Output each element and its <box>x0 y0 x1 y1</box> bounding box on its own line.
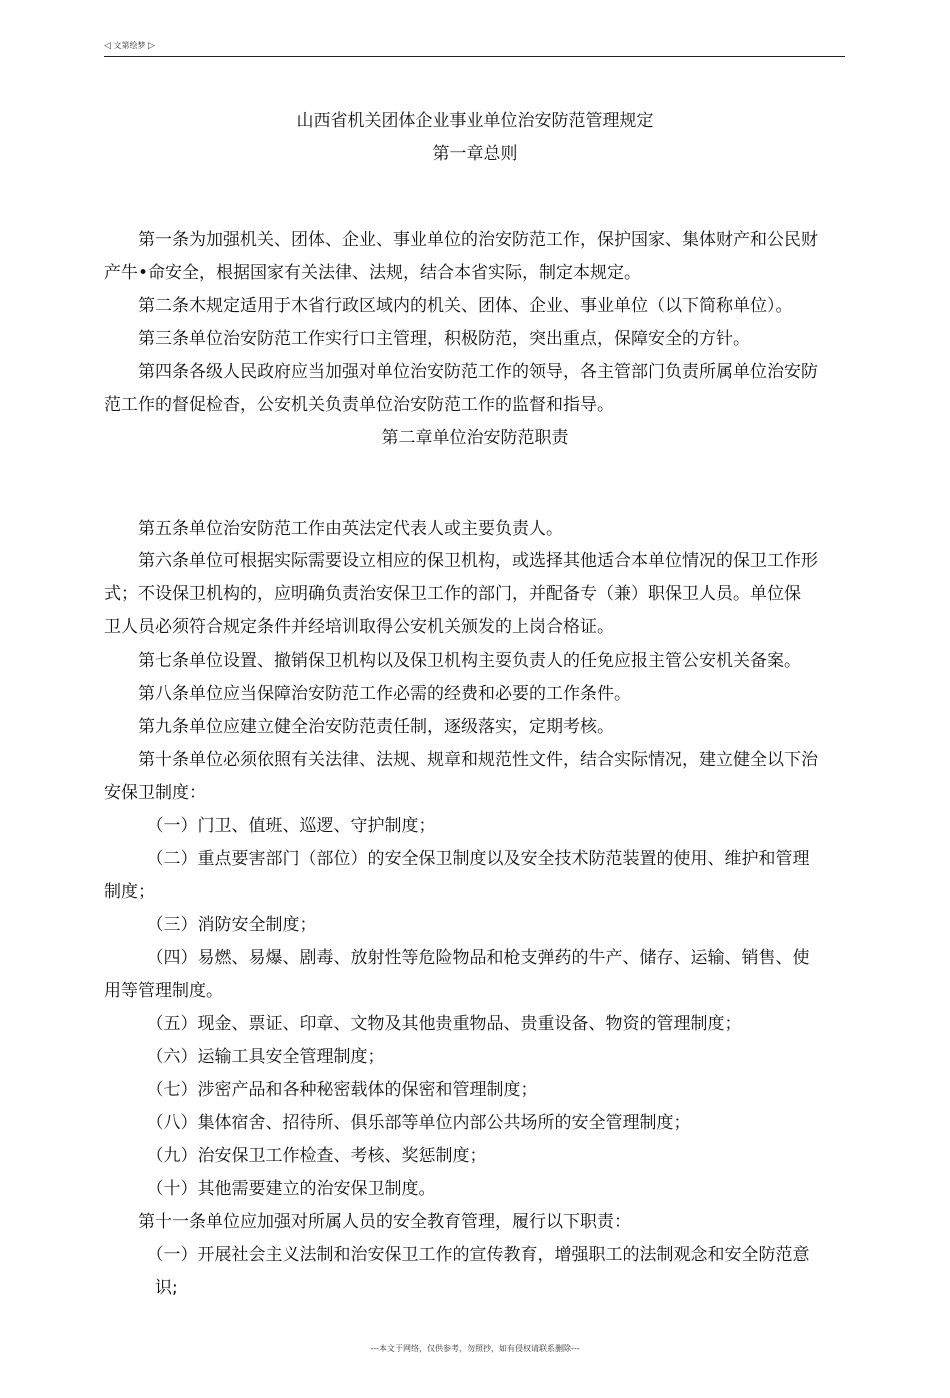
paragraph-line: 卫人员必须符合规定条件并经培训取得公安机关颁发的上岗合格证。 <box>104 617 614 637</box>
article-paragraph <box>104 810 845 843</box>
article-paragraph <box>104 224 845 290</box>
article-paragraph <box>104 1008 845 1041</box>
article-paragraph <box>104 1041 845 1074</box>
article-paragraph <box>104 1074 845 1107</box>
paragraph-line: 制度； <box>104 882 155 902</box>
paragraph-line: 第一条为加强机关、团体、企业、事业单位的治安防范工作，保护国家、集体财产和公民财 <box>104 230 818 250</box>
chapter-1-heading: 第一章总则 <box>432 144 518 164</box>
document-title: 山西省机关团体企业事业单位治安防范管理规定 <box>296 111 654 131</box>
paragraph-line: （十）其他需要建立的治安保卫制度。 <box>104 1179 436 1199</box>
paragraph-line: （九）治安保卫工作检查、考核、奖惩制度； <box>104 1146 487 1166</box>
paragraph-line: 产牛•命安全，根据国家有关法律、法规，结合本省实际，制定本规定。 <box>104 263 642 283</box>
paragraph-line: 式；不设保卫机构的，应明确负责治安保卫工作的部门，并配备专（兼）职保卫人员。单位保 <box>104 584 801 604</box>
article-paragraph <box>104 513 845 546</box>
article-paragraph <box>104 1206 845 1239</box>
article-paragraph <box>104 545 845 644</box>
article-paragraph <box>104 942 845 1008</box>
paragraph-line: 第六条单位可根据实际需要设立相应的保卫机构，或选择其他适合本单位情况的保卫工作形 <box>104 551 818 571</box>
article-paragraph <box>104 678 845 711</box>
paragraph-line: （三）消防安全制度； <box>104 915 317 935</box>
paragraph-line: （六）运输工具安全管理制度； <box>104 1047 385 1067</box>
paragraph-line: （七）涉密产品和各种秘密载体的保密和管理制度； <box>104 1080 538 1100</box>
right-triangle-icon: ▷ <box>148 41 155 51</box>
paragraph-line: 第八条单位应当保障治安防范工作必需的经费和必要的工作条件。 <box>104 684 631 704</box>
header-text: 文第绘梦 <box>113 41 146 50</box>
paragraph-line: 识; <box>104 1278 178 1298</box>
article-paragraph <box>104 290 845 323</box>
page-footer: ---本文于网络，仅供参考，勿照抄，如有侵权请联系删除--- <box>370 1344 580 1353</box>
article-paragraph <box>104 744 845 810</box>
paragraph-line: （五）现金、票证、印章、文物及其他贵重物品、贵重设备、物资的管理制度； <box>104 1014 742 1034</box>
article-paragraph <box>104 1140 845 1173</box>
article-paragraph <box>104 843 845 909</box>
paragraph-line: 第七条单位设置、撤销保卫机构以及保卫机构主耍负责人的任免应报主管公安机关备案。 <box>104 651 801 671</box>
article-paragraph <box>104 711 845 744</box>
paragraph-line: 用等管理制度。 <box>104 981 223 1001</box>
chapter-2-heading: 第二章单位治安防范职责 <box>381 428 569 448</box>
paragraph-line: （一）门卫、值班、巡逻、守护制度； <box>104 816 436 836</box>
paragraph-line: 第九条单位应建立健全治安防范责任制，逐级落实，定期考核。 <box>104 717 614 737</box>
left-triangle-icon: ◁ <box>104 41 111 51</box>
paragraph-line: 第五条单位治安防范工作由英法定代表人或主要负责人。 <box>104 519 563 539</box>
article-paragraph <box>104 356 845 422</box>
article-paragraph <box>104 909 845 942</box>
paragraph-line: （一）开展社会主义法制和治安保卫工作的宣传教育，增强职工的法制观念和安全防范意 <box>104 1245 810 1265</box>
article-paragraph <box>104 1239 845 1305</box>
paragraph-line: 第十条单位必须依照有关法律、法规、规章和规范性文件，结合实际情况，建立健全以下治 <box>104 750 818 770</box>
paragraph-line: （八）集体宿舍、招待所、俱乐部等单位内部公共场所的安全管理制度； <box>104 1113 691 1133</box>
article-paragraph <box>104 645 845 678</box>
article-paragraph <box>104 1173 845 1206</box>
paragraph-line: 安保卫制度： <box>104 783 206 803</box>
article-paragraph <box>104 1107 845 1140</box>
paragraph-line: （四）易燃、易爆、剧毒、放射性等危险物品和枪支弹药的牛产、储存、运输、销售、使 <box>104 948 810 968</box>
paragraph-line: （二）重点要害部门（部位）的安全保卫制度以及安全技术防范装置的使用、维护和管理 <box>104 849 810 869</box>
paragraph-line: 第十一条单位应加强对所属人员的安全教育管理，履行以下职责： <box>104 1212 631 1232</box>
paragraph-line: 范工作的督促检杳，公安机关负责单位治安防范工作的监督和指导。 <box>104 395 614 415</box>
paragraph-line: 第三条单位治安防范工作实行口主管理，积极防范，突出重点，保障安全的方针。 <box>104 329 750 349</box>
paragraph-line: 第二条木规定适用于木省行政区域内的机关、团体、企业、事业单位（以下简称单位）。 <box>104 296 793 316</box>
page-header <box>104 40 845 57</box>
paragraph-line: 第四条各级人民政府应当加强对单位治安防范工作的领导，各主管部门负责所属单位治安防 <box>104 362 818 382</box>
article-paragraph <box>104 323 845 356</box>
